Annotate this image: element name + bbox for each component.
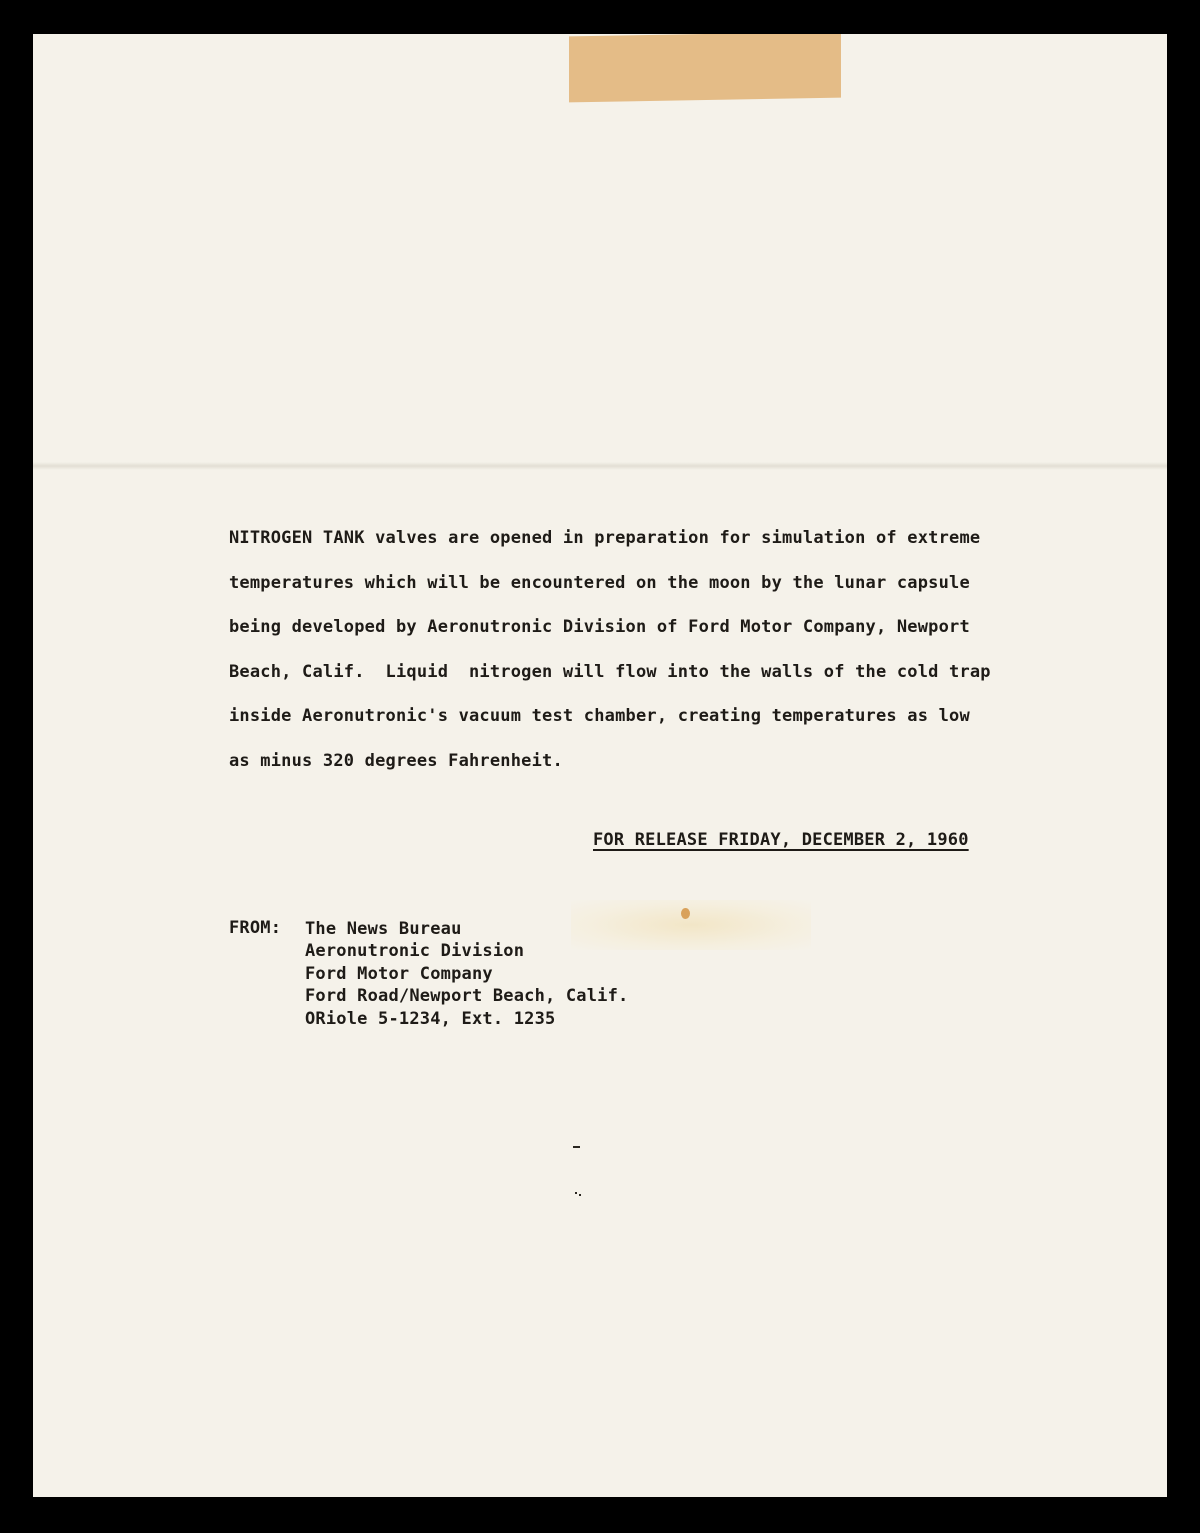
sender-line: ORiole 5-1234, Ext. 1235 — [305, 1008, 556, 1029]
sender-line: Ford Road/Newport Beach, Calif. — [305, 986, 629, 1007]
from-label: FROM: — [229, 918, 282, 938]
fold-crease — [33, 462, 1167, 470]
sender-line: Aeronutronic Division — [305, 941, 525, 962]
tape-strip — [569, 34, 841, 102]
sender-line: The News Bureau — [305, 919, 462, 939]
stain-dot — [681, 908, 690, 919]
sender-line: Ford Motor Company — [305, 963, 493, 984]
sender-address — [305, 918, 628, 1030]
caption-line: Beach, Calif. Liquid nitrogen will flow into the walls of the cold trap — [229, 661, 991, 682]
ink-speck — [573, 1146, 580, 1148]
caption-line: temperatures which will be encountered on the moon by the lunar capsule — [229, 572, 970, 593]
photo-caption — [229, 516, 1069, 784]
caption-line: inside Aeronutronic's vacuum test chamber, creating temperatures as low — [229, 706, 970, 727]
caption-line: being developed by Aeronutronic Division of Ford Motor Company, Newport — [229, 617, 970, 638]
caption-line: NITROGEN TANK valves are opened in preparation for simulation of extreme — [229, 528, 981, 548]
release-date: FOR RELEASE FRIDAY, DECEMBER 2, 1960 — [593, 830, 969, 850]
caption-line: as minus 320 degrees Fahrenheit. — [229, 750, 563, 771]
ink-speck — [575, 1192, 577, 1194]
paper-sheet — [33, 34, 1167, 1497]
ink-speck — [579, 1194, 581, 1196]
